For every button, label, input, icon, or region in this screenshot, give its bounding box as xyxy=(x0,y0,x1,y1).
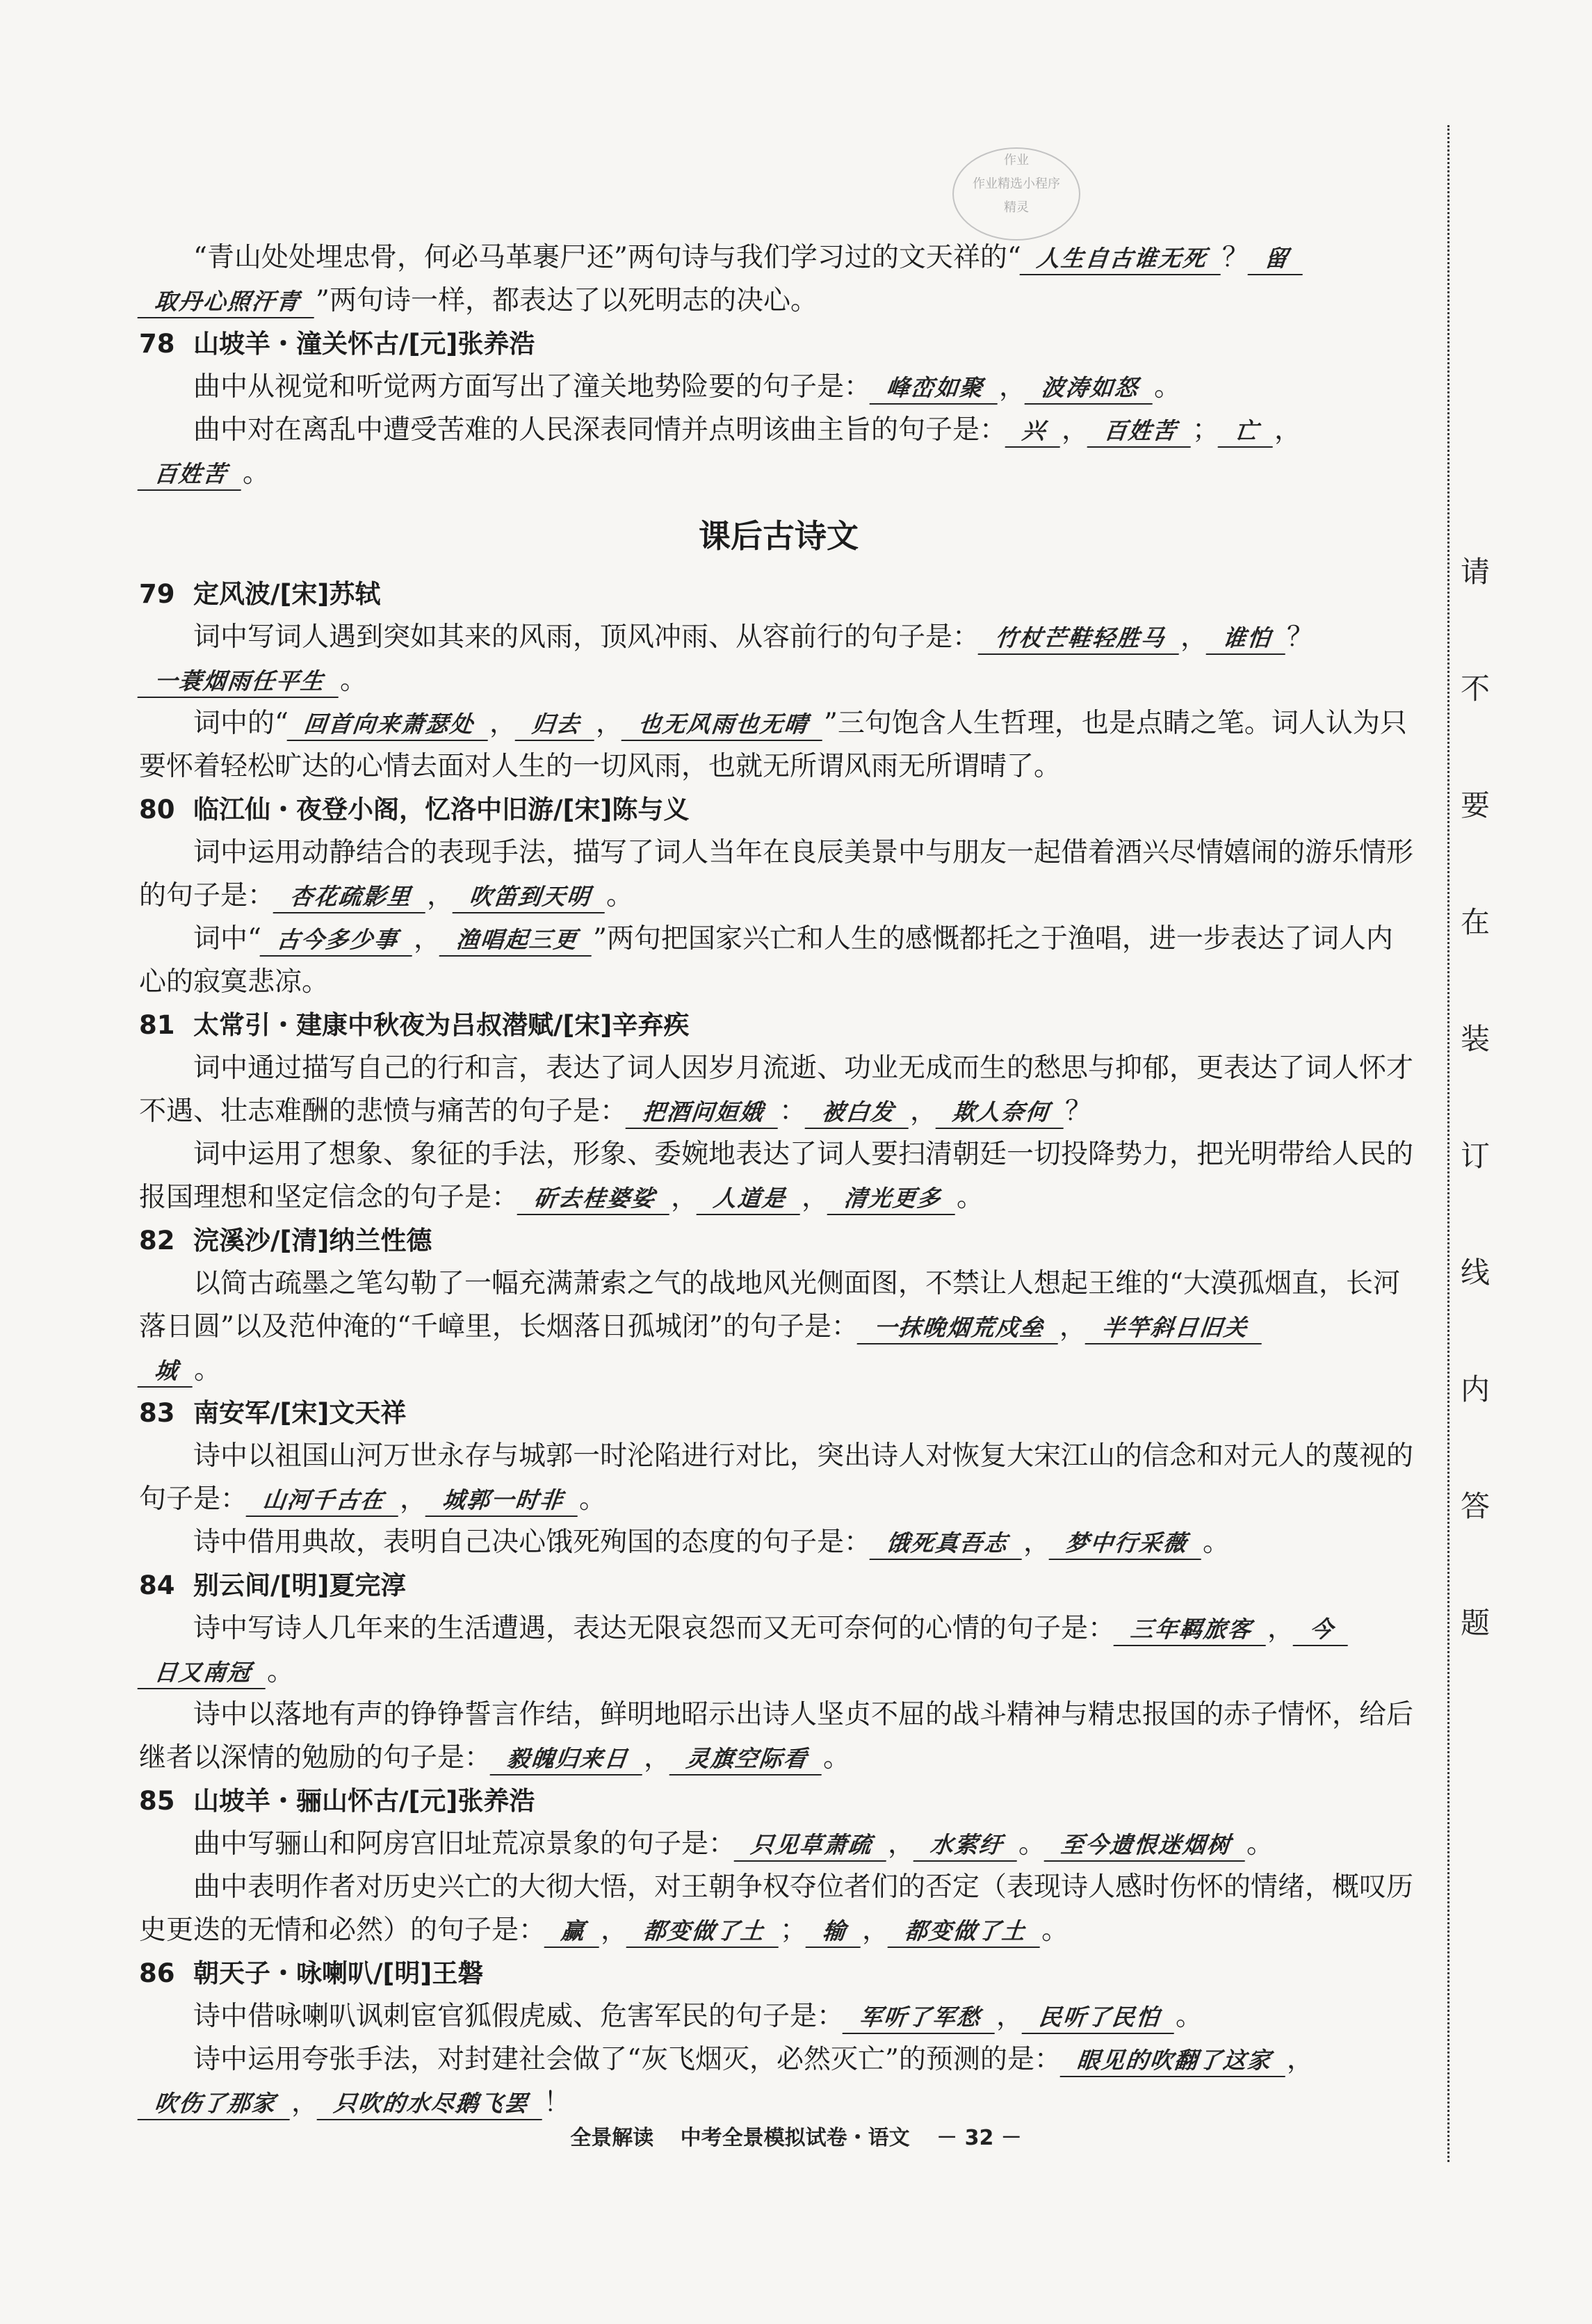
text: 。 xyxy=(1154,371,1182,403)
answer-blank: 只吹的水尽鹅飞罢 xyxy=(317,2088,546,2120)
question-paragraph xyxy=(139,1435,1418,1521)
question-paragraph xyxy=(139,1521,1418,1564)
answer-blank: 亡 xyxy=(1218,416,1276,448)
text: 。 xyxy=(1176,2001,1203,2032)
answer-blank: 眼见的吹翻了这家 xyxy=(1059,2045,1288,2077)
text: 以简古疏墨之笔勾勒了一幅充满萧索之气的战地风光侧面图，不禁让人想起王维的“大漠孤烟直，长河落日圆”以及范仲淹的“千嶂里，长烟落日孤城闭”的句子是： xyxy=(139,1268,1400,1342)
answer-blank: 杏花疏影里 xyxy=(273,881,429,913)
binding-char: 题 xyxy=(1460,1606,1490,1640)
text: ”两句诗一样，都表达了以死明志的决心。 xyxy=(316,285,818,316)
answer-blank: 一蓑烟雨任平生 xyxy=(138,666,342,698)
answer-blank: 被白发 xyxy=(805,1097,912,1129)
question-paragraph xyxy=(139,1607,1418,1693)
text: 。 xyxy=(267,1656,295,1687)
answer-blank: 波涛如怒 xyxy=(1025,373,1156,405)
answer-blank: 只见草萧疏 xyxy=(734,1830,890,1862)
question-title xyxy=(139,323,1418,366)
text: “青山处处埋忠骨，何必马革裹尸还”两句诗与我们学习过的文天祥的“ xyxy=(193,242,1021,273)
question-paragraph xyxy=(139,2038,1418,2124)
text: ？ xyxy=(1065,1096,1093,1127)
binding-char: 装 xyxy=(1460,1022,1490,1056)
answer-blank: 吹笛到天明 xyxy=(453,881,608,913)
text: ， xyxy=(888,1828,916,1860)
answer-blank: 日又南冠 xyxy=(138,1657,269,1689)
text: 曲中对在离乱中遭受苦难的人民深表同情并点明该曲主旨的句子是： xyxy=(193,414,1007,446)
binding-char: 在 xyxy=(1460,905,1490,939)
text: 诗中运用夸张手法，对封建社会做了“灰飞烟灭，必然灭亡”的预测的是： xyxy=(193,2044,1062,2075)
question-paragraph xyxy=(139,1133,1418,1219)
stamp-bottom: 精灵 xyxy=(1004,200,1029,215)
answer-blank: 水萦纡 xyxy=(913,1830,1021,1862)
answer-blank: 梦中行采薇 xyxy=(1049,1528,1205,1560)
question-number: 85 xyxy=(139,1786,175,1816)
answer-blank: 渔唱起三更 xyxy=(439,925,595,957)
text: ， xyxy=(1059,1311,1087,1342)
question-number: 82 xyxy=(139,1226,175,1256)
question-title-text: 朝天子・咏喇叭/[明]王磐 xyxy=(193,1958,484,1988)
text: ！ xyxy=(544,2087,571,2118)
text: 。 xyxy=(823,1742,851,1773)
answer-blank: 斫去桂婆娑 xyxy=(517,1183,673,1215)
text: 。 xyxy=(243,457,270,489)
question-title-text: 别云间/[明]夏完淳 xyxy=(193,1570,407,1600)
answer-blank: 百姓苦 xyxy=(1087,416,1194,448)
question-number: 78 xyxy=(139,329,175,359)
answer-blank: 清光更多 xyxy=(827,1183,959,1215)
stamp-top: 作业 xyxy=(1004,153,1029,168)
binding-char: 答 xyxy=(1460,1489,1490,1523)
text: ： xyxy=(779,1096,807,1127)
answer-blank: 欺人奈何 xyxy=(936,1097,1067,1129)
question-paragraph xyxy=(139,409,1418,495)
answer-blank: 城 xyxy=(138,1356,196,1388)
text: ， xyxy=(910,1096,938,1127)
text: 。 xyxy=(606,880,634,911)
question-number: 80 xyxy=(139,795,175,824)
section-title: 课后古诗文 xyxy=(699,517,859,555)
question-paragraph xyxy=(139,1823,1418,1866)
text: 曲中表明作者对历史兴亡的大彻大悟，对王朝争权夺位者们的否定（表现诗人感时伤怀的情绪，概叹历史更迭的无情和必然）的句子是： xyxy=(139,1871,1414,1946)
text: ， xyxy=(1267,1613,1295,1644)
text: ”两句把国家兴亡和人生的感慨都托之于渔唱，进一步表达了词人内心的寂寞悲凉。 xyxy=(139,923,1393,998)
question-title-text: 山坡羊・骊山怀古/[元]张养浩 xyxy=(193,1786,535,1816)
text: 诗中以落地有声的铮铮誓言作结，鲜明地昭示出诗人坚贞不屈的战斗精神与精忠报国的赤子情怀，给后继者以深情的勉励的句子是： xyxy=(139,1699,1414,1773)
text: ， xyxy=(802,1182,829,1213)
text: ， xyxy=(999,371,1027,403)
question-number: 79 xyxy=(139,579,175,609)
answer-blank: 三年羁旅客 xyxy=(1114,1614,1269,1646)
text: 。 xyxy=(579,1484,607,1515)
question-paragraph xyxy=(139,1262,1418,1392)
page-number: － 32 － xyxy=(936,2126,1022,2150)
answer-blank: 都变做了土 xyxy=(626,1916,782,1948)
binding-char: 不 xyxy=(1460,672,1490,706)
text: 。 xyxy=(1246,1828,1274,1860)
text: 。 xyxy=(340,665,368,696)
text: ， xyxy=(595,708,623,739)
text: ， xyxy=(862,1915,890,1946)
text: ”三句饱含人生哲理，也是点睛之笔。词人认为只要怀着轻松旷达的心情去面对人生的一切风雨，也就无所谓风雨无所谓晴了。 xyxy=(139,708,1407,782)
answer-blank: 谁怕 xyxy=(1206,623,1289,655)
answer-blank: 吹伤了那家 xyxy=(138,2088,293,2120)
text: ， xyxy=(1286,2044,1314,2075)
text: 。 xyxy=(1203,1527,1230,1558)
text: ？ xyxy=(1287,621,1315,653)
text: 。 xyxy=(1018,1828,1046,1860)
answer-blank: 半竿斜日旧关 xyxy=(1085,1313,1265,1344)
text: ， xyxy=(413,923,441,954)
text: 词中“ xyxy=(193,923,261,954)
binding-char: 要 xyxy=(1460,788,1490,822)
answer-blank: 回首向来萧瑟处 xyxy=(287,709,492,741)
binding-char: 线 xyxy=(1460,1256,1490,1290)
question-title-text: 临江仙・夜登小阁，忆洛中旧游/[宋]陈与义 xyxy=(193,795,690,824)
answer-blank: 人道是 xyxy=(697,1183,804,1215)
question-paragraph xyxy=(139,1995,1418,2038)
text: ， xyxy=(1274,414,1302,446)
answer-blank: 城郭一时非 xyxy=(425,1485,581,1517)
answer-blank: 人生自古谁无死 xyxy=(1019,243,1224,275)
text: ， xyxy=(1180,621,1208,653)
text: ， xyxy=(1023,1527,1051,1558)
text: 词中通过描写自己的行和言，表达了词人因岁月流逝、功业无成而生的愁思与抑郁，更表达了词人怀才不遇、壮志难酬的悲愤与痛苦的句子是： xyxy=(139,1053,1414,1127)
page-footer xyxy=(0,2120,1592,2151)
text: 诗中借咏喇叭讽刺宦官狐假虎威、危害军民的句子是： xyxy=(193,2001,845,2032)
question-title xyxy=(139,1780,1418,1823)
binding-notice xyxy=(1454,549,1496,1717)
text: 词中的“ xyxy=(193,708,289,739)
text: 诗中写诗人几年来的生活遭遇，表达无限哀怨而又无可奈何的心情的句子是： xyxy=(193,1613,1116,1644)
text: ， xyxy=(1062,414,1089,446)
answer-blank: 古今多少事 xyxy=(260,925,416,957)
question-paragraph xyxy=(139,1866,1418,1952)
text: 诗中以祖国山河万世永存与城郭一时沦陷进行对比，突出诗人对恢复大宋江山的信念和对元人的蔑视的句子是： xyxy=(139,1440,1414,1515)
text: ； xyxy=(780,1915,808,1946)
question-title-text: 太常引・建康中秋夜为吕叔潜赋/[宋]辛弃疾 xyxy=(193,1010,690,1040)
question-title xyxy=(139,1004,1418,1047)
text: ， xyxy=(644,1742,672,1773)
binding-char: 订 xyxy=(1460,1139,1490,1173)
question-paragraph xyxy=(139,831,1418,918)
answer-blank: 输 xyxy=(806,1916,864,1948)
text: ， xyxy=(400,1484,428,1515)
question-number: 83 xyxy=(139,1398,175,1428)
answer-blank: 毅魄归来日 xyxy=(490,1744,646,1775)
answer-blank: 军听了军愁 xyxy=(843,2002,998,2034)
text: ， xyxy=(489,708,517,739)
question-number: 81 xyxy=(139,1010,175,1040)
question-title xyxy=(139,1952,1418,1995)
question-title xyxy=(139,1564,1418,1607)
question-number: 86 xyxy=(139,1958,175,1988)
question-paragraph xyxy=(139,366,1418,409)
question-paragraph xyxy=(139,1693,1418,1780)
text: ， xyxy=(427,880,455,911)
footer-series: 中考全景模拟试卷・语文 xyxy=(680,2126,910,2150)
question-title xyxy=(139,1219,1418,1262)
text: 。 xyxy=(1041,1915,1069,1946)
answer-blank: 把酒问姮娥 xyxy=(626,1097,781,1129)
footer-brand: 全景解读 xyxy=(570,2126,654,2150)
text: ； xyxy=(1192,414,1220,446)
text: 诗中借用典故，表明自己决心饿死殉国的态度的句子是： xyxy=(193,1527,872,1558)
answer-blank: 百姓苦 xyxy=(138,459,245,491)
question-title-text: 山坡羊・潼关怀古/[元]张养浩 xyxy=(193,329,535,359)
question-paragraph xyxy=(139,702,1418,788)
answer-blank: 一抹晚烟荒戍垒 xyxy=(856,1313,1061,1344)
text: 曲中从视觉和听觉两方面写出了潼关地势险要的句子是： xyxy=(193,371,872,403)
text: ， xyxy=(291,2087,319,2118)
text: ， xyxy=(671,1182,699,1213)
binding-char: 内 xyxy=(1460,1372,1490,1406)
text: ， xyxy=(601,1915,628,1946)
binding-line xyxy=(1447,125,1449,2162)
text: 。 xyxy=(957,1182,984,1213)
question-title xyxy=(139,573,1418,616)
text: 词中写词人遇到突如其来的风雨，顶风冲雨、从容前行的句子是： xyxy=(193,621,980,653)
answer-blank: 饿死真吾志 xyxy=(870,1528,1025,1560)
text: ？ xyxy=(1221,242,1249,273)
text: 词中运用动静结合的表现手法，描写了词人当年在良辰美景中与朋友一起借着酒兴尽情嬉闹的游乐情形的句子是： xyxy=(139,837,1414,911)
question-title-text: 定风波/[宋]苏轼 xyxy=(193,579,381,609)
answer-blank: 民听了民怕 xyxy=(1022,2002,1178,2034)
text: 词中运用了想象、象征的手法，形象、委婉地表达了词人要扫清朝廷一切投降势力，把光明带给人民的报国理想和坚定信念的句子是： xyxy=(139,1139,1414,1213)
question-paragraph xyxy=(139,616,1418,702)
question-title-text: 南安军/[宋]文天祥 xyxy=(193,1398,407,1428)
stamp xyxy=(952,147,1080,241)
question-number: 84 xyxy=(139,1570,175,1600)
answer-blank: 山河千古在 xyxy=(246,1485,402,1517)
answer-blank: 灵旗空际看 xyxy=(669,1744,825,1775)
text: 。 xyxy=(194,1354,222,1386)
answer-blank: 赢 xyxy=(544,1916,603,1948)
answer-blank: 竹杖芒鞋轻胜马 xyxy=(978,623,1183,655)
intro-paragraph xyxy=(139,236,1418,323)
question-paragraph xyxy=(139,1047,1418,1133)
question-title xyxy=(139,788,1418,831)
question-paragraph xyxy=(139,918,1418,1004)
answer-blank: 峰峦如聚 xyxy=(870,373,1001,405)
answer-blank: 兴 xyxy=(1005,416,1064,448)
page-content xyxy=(139,236,1418,2124)
question-title-text: 浣溪沙/[清]纳兰性德 xyxy=(193,1226,432,1256)
stamp-middle: 作业精选小程序 xyxy=(973,177,1060,191)
answer-blank: 也无风雨也无晴 xyxy=(622,709,826,741)
text: ， xyxy=(996,2001,1024,2032)
answer-blank: 都变做了土 xyxy=(888,1916,1043,1948)
text: 曲中写骊山和阿房宫旧址荒凉景象的句子是： xyxy=(193,1828,736,1860)
binding-char: 请 xyxy=(1460,555,1490,589)
answer-blank: 今 xyxy=(1293,1614,1351,1646)
answer-blank: 至今遗恨迷烟树 xyxy=(1044,1830,1249,1862)
answer-blank: 归去 xyxy=(515,709,598,741)
answer-blank: 留 xyxy=(1247,243,1306,275)
question-title xyxy=(139,1392,1418,1435)
answer-blank: 取丹心照汗青 xyxy=(138,286,318,318)
